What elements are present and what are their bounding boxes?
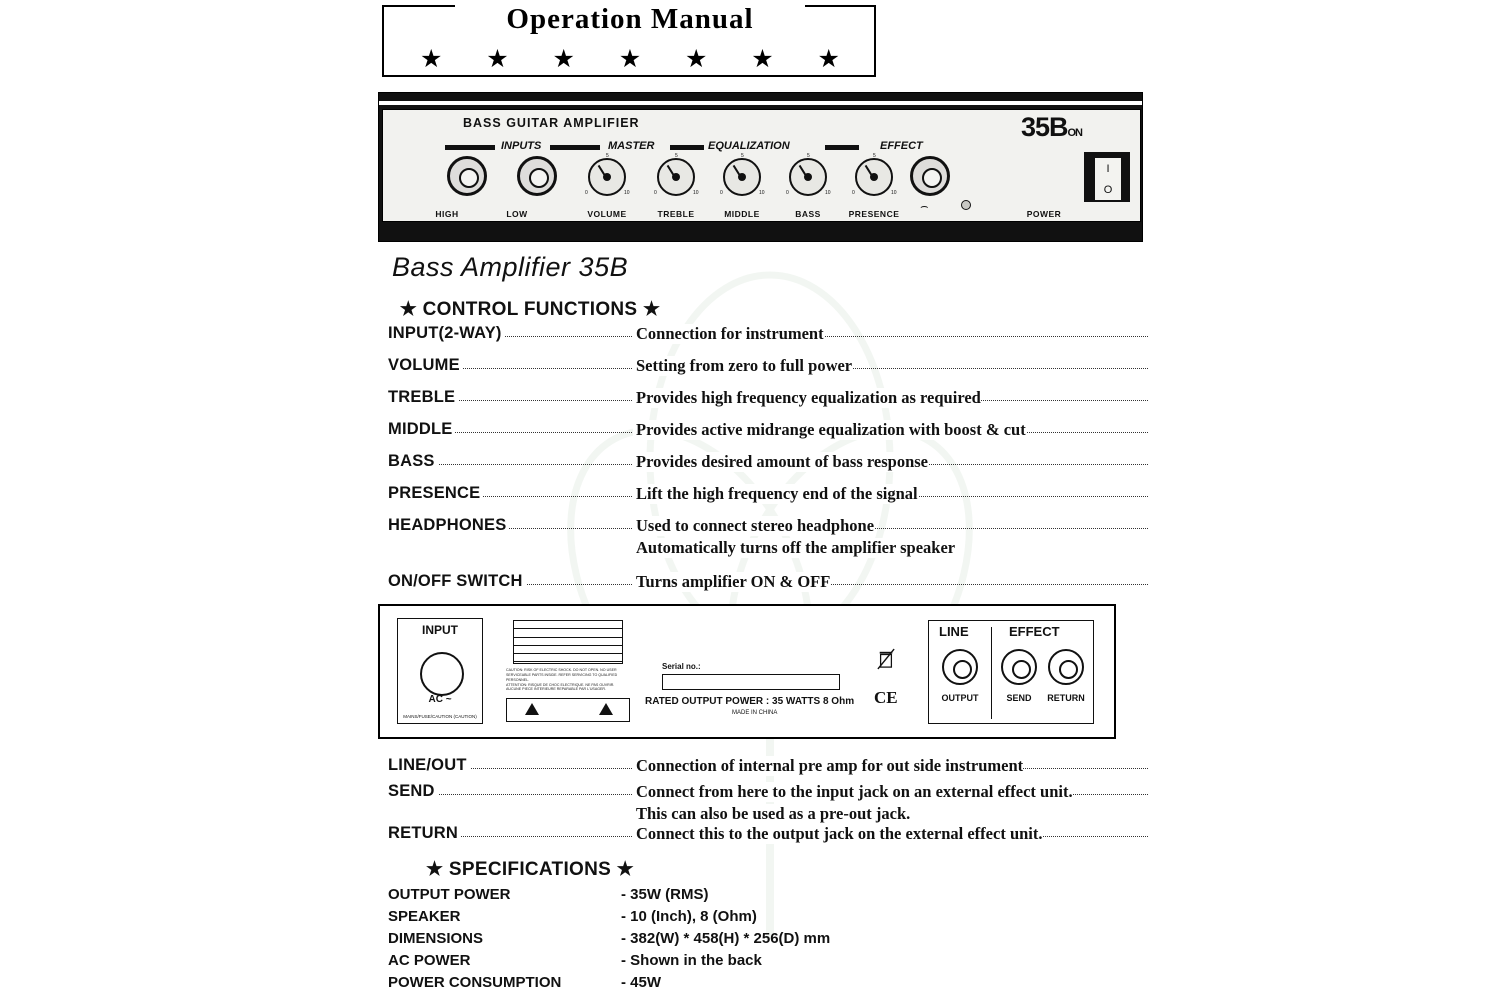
pilot-hole [961, 200, 971, 210]
star-icon: ★ [817, 45, 840, 73]
front-panel-diagram [378, 92, 1143, 242]
rear-input-title: INPUT [422, 623, 458, 637]
rear-ac-input-jack[interactable] [420, 652, 464, 696]
headphone-jack[interactable] [910, 156, 950, 196]
rear-panel-diagram [378, 604, 1116, 739]
panel-face [382, 109, 1141, 222]
control-label-low: LOW [506, 209, 528, 219]
term-description: Provides high frequency equalization as required [633, 388, 981, 408]
weee-bin-icon [877, 648, 895, 670]
section-label-equalization: EQUALIZATION [708, 140, 790, 152]
term-description: Provides active midrange equalization with boost & cut [633, 420, 1026, 440]
term-label: LINE/OUT [388, 756, 470, 775]
knob-presence[interactable]: 0 5 10 [852, 153, 897, 196]
panel-stripe [379, 101, 1142, 105]
rear-label-output: OUTPUT [941, 693, 979, 703]
section-label-effect: EFFECT [880, 140, 923, 152]
term-label: PRESENCE [388, 484, 483, 503]
definition-row [388, 452, 1148, 478]
voltage-table [513, 620, 623, 664]
term-description: Turns amplifier ON & OFF [633, 572, 830, 592]
control-label-volume: VOLUME [587, 209, 627, 219]
term-description: Provides desired amount of bass response [633, 452, 928, 472]
definition-row [388, 420, 1148, 446]
star-icon: ★ [751, 45, 774, 73]
definition-row [388, 756, 1148, 782]
term-description: Connect this to the output jack on the external effect unit. [633, 824, 1043, 844]
spec-row [388, 886, 1128, 908]
star-divider [420, 44, 840, 74]
spec-value: - 10 (Inch), 8 (Ohm) [621, 908, 757, 925]
knob-middle[interactable]: 0 5 10 [720, 153, 765, 196]
warning-triangle-icon-2 [599, 703, 613, 715]
star-icon: ★ [552, 45, 575, 73]
star-icon: ★ [618, 45, 642, 73]
section-bar-left [445, 145, 495, 150]
definition-row [388, 782, 1148, 830]
knob-treble[interactable]: 0 5 10 [654, 153, 699, 196]
term-label: ON/OFF SWITCH [388, 572, 526, 591]
term-description: Used to connect stereo headphone [633, 516, 874, 536]
panel-model-label: 35BON [1020, 112, 1082, 142]
spec-value: - Shown in the back [621, 952, 762, 969]
spec-value: - 35W (RMS) [621, 886, 709, 903]
legal-text-fr: ATTENTION: RISQUE DE CHOC ELECTRIQUE. NE PAS OUVRIR. AUCUNE PIECE INTERIEURE REPARABLE PAR L'USAGER. [506, 682, 615, 692]
product-subtitle: Bass Amplifier 35B [392, 252, 629, 282]
rated-output-text: RATED OUTPUT POWER : 35 WATTS 8 Ohm [645, 696, 855, 707]
serial-number-field [662, 674, 840, 690]
spec-key: POWER CONSUMPTION [388, 974, 562, 991]
section-label-inputs: INPUTS [501, 140, 542, 152]
definition-row [388, 572, 1148, 598]
term-label: RETURN [388, 824, 461, 843]
knob-volume[interactable]: 0 5 10 [585, 153, 630, 196]
power-off-mark: O [1103, 183, 1113, 196]
warning-symbol-box [506, 698, 630, 722]
warning-triangle-icon [525, 703, 539, 715]
term-label: SEND [388, 782, 438, 801]
ce-mark: CE [874, 688, 898, 707]
section-label-master: MASTER [608, 140, 655, 152]
rear-jack-output[interactable] [942, 649, 978, 685]
control-functions-heading: ★ CONTROL FUNCTIONS ★ [399, 299, 661, 320]
term-description: Lift the high frequency end of the signal [633, 484, 918, 504]
rear-jack-return[interactable] [1048, 649, 1084, 685]
definition-row [388, 388, 1148, 414]
star-icon: ★ [685, 45, 708, 73]
term-description: Connection for instrument [633, 324, 824, 344]
rear-output-section [928, 620, 1094, 724]
rear-input-warning: MAINS/FUSE/CAUTION (CAUTION) [403, 714, 477, 719]
control-label-treble: TREBLE [657, 209, 695, 219]
term-description: Connect from here to the input jack on an external effect unit. [633, 782, 1073, 802]
term-description-second-line: Automatically turns off the amplifier speaker [633, 538, 955, 558]
power-on-mark: I [1106, 162, 1110, 175]
rear-input-section [397, 618, 483, 724]
spec-key: SPEAKER [388, 908, 461, 925]
panel-brand-label: BASS GUITAR AMPLIFIER [463, 116, 640, 130]
control-label-bass: BASS [795, 209, 821, 219]
made-in-text: MADE IN CHINA [732, 710, 778, 716]
rear-jack-send[interactable] [1001, 649, 1037, 685]
legal-text-block [506, 668, 630, 692]
rear-label-send: SEND [1006, 693, 1032, 703]
definition-row [388, 824, 1148, 850]
headphone-icon: ⌢ [920, 198, 929, 213]
definition-row [388, 516, 1148, 564]
term-description: Setting from zero to full power [633, 356, 852, 376]
input-jack-low[interactable] [517, 156, 557, 196]
power-switch[interactable] [1084, 152, 1130, 202]
serial-label: Serial no.: [662, 662, 701, 671]
term-description: Connection of internal pre amp for out side instrument [633, 756, 1023, 776]
section-bar-right [550, 145, 600, 150]
term-label: MIDDLE [388, 420, 455, 439]
star-icon: ★ [420, 45, 443, 73]
page-title: Operation Manual [455, 1, 805, 39]
control-label-presence: PRESENCE [848, 209, 900, 219]
spec-value: - 45W [621, 974, 662, 991]
term-label: HEADPHONES [388, 516, 509, 535]
input-jack-high[interactable] [447, 156, 487, 196]
term-label: BASS [388, 452, 438, 471]
rear-effect-title: EFFECT [1009, 624, 1060, 639]
spec-row [388, 908, 1128, 930]
section-bar-eq-right [825, 145, 859, 150]
spec-value: - 382(W) * 458(H) * 256(D) mm [621, 930, 831, 947]
spec-key: AC POWER [388, 952, 471, 969]
definition-row [388, 484, 1148, 510]
control-label-middle: MIDDLE [724, 209, 760, 219]
spec-row [388, 952, 1128, 974]
term-label: VOLUME [388, 356, 463, 375]
rear-label-return: RETURN [1047, 693, 1085, 703]
control-label-high: HIGH [435, 209, 459, 219]
definition-row [388, 324, 1148, 350]
spec-row [388, 930, 1128, 952]
term-description-second-line: This can also be used as a pre-out jack. [633, 804, 910, 824]
star-icon: ★ [486, 45, 509, 73]
section-bar-eq-left [670, 145, 704, 150]
specifications-heading: ★ SPECIFICATIONS ★ [425, 859, 635, 880]
rear-ac-label: AC ~ [428, 694, 452, 705]
spec-row [388, 974, 1128, 996]
term-label: TREBLE [388, 388, 458, 407]
term-label: INPUT(2-WAY) [388, 324, 505, 343]
spec-key: OUTPUT POWER [388, 886, 511, 903]
legal-text-en: CAUTION: RISK OF ELECTRIC SHOCK. DO NOT OPEN. NO USER SERVICEABLE PARTS INSIDE. REFER SERVICING TO QUALIFIED PERSONNEL. [506, 668, 618, 682]
rear-line-title: LINE [939, 624, 969, 639]
control-label-power: POWER [1026, 209, 1062, 219]
spec-key: DIMENSIONS [388, 930, 484, 947]
knob-bass[interactable]: 0 5 10 [786, 153, 831, 196]
definition-row [388, 356, 1148, 382]
